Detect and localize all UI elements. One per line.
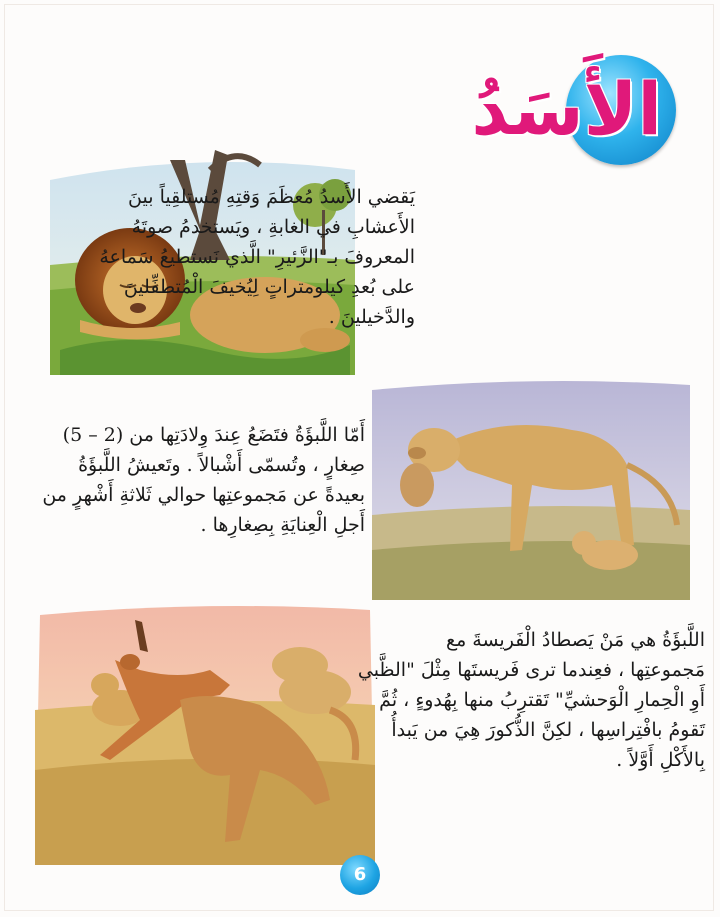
paragraph-line: يَقضي الأَسدُ مُعظَمَ وَقتِهِ مُستلقِياً بينَ — [128, 186, 415, 208]
paragraph-line: بِالأَكْلِ أَوَّلاً . — [616, 749, 705, 771]
paragraph-line: أَوِ الْحِمارِ الْوَحشيِّ" تَقترِبُ منها بِهُدوءٍ ، ثُمَّ — [379, 689, 705, 711]
paragraph-lioness-cubs — [42, 420, 365, 540]
paragraph-line: المعروفَ بـ"الزَّئيرِ" الَّذي نَستطيعُ سَماعهُ — [99, 246, 415, 268]
paragraph-line: والدَّخيلينَ . — [328, 306, 415, 328]
lioness-carrying-cub-illustration — [372, 375, 690, 600]
page-number-badge: 6 — [340, 855, 380, 895]
paragraph-line: مَجموعتِها ، فعِندما ترى فَريستَها مِثْلَ "الظَّبي — [357, 659, 705, 681]
paragraph-line: الأَعشابِ في الغابةِ ، ويَستخدمُ صوتَهُ — [131, 216, 415, 238]
paragraph-lion-behavior — [75, 182, 415, 332]
paragraph-line: بعيدةً عن مَجموعتِها حوالي ثَلاثةِ أَشْهرٍ من — [42, 484, 365, 506]
paragraph-hunting — [357, 625, 705, 775]
paragraph-line: أَجلِ الْعِنايَةِ بِصِغارِها . — [200, 514, 365, 536]
paragraph-line: اللَّبؤَةُ هي مَنْ يَصطادُ الْفَريسةَ مع — [445, 629, 705, 651]
paragraph-line: صِغارٍ ، وتُسمّى أَشْبالاً . وتَعيشُ اللَّبؤَةُ — [78, 454, 365, 476]
paragraph-line: على بُعدِ كيلومتراتٍ لِيُخيفَ الْمُتطفِّلينَ — [123, 276, 415, 298]
paragraph-line: تَقومُ بافْتِراسِها ، لكِنَّ الذُّكورَ هِيَ من يَبدأُ — [391, 719, 705, 741]
page-title: الأَسَدُ — [471, 67, 662, 151]
paragraph-line: أَمّا اللَّبؤَةُ فتَضَعُ عِندَ وِلادَتِها من (2 – 5) — [62, 424, 365, 446]
title-block — [446, 55, 676, 165]
lionesses-hunting-gazelle-illustration — [30, 600, 380, 865]
